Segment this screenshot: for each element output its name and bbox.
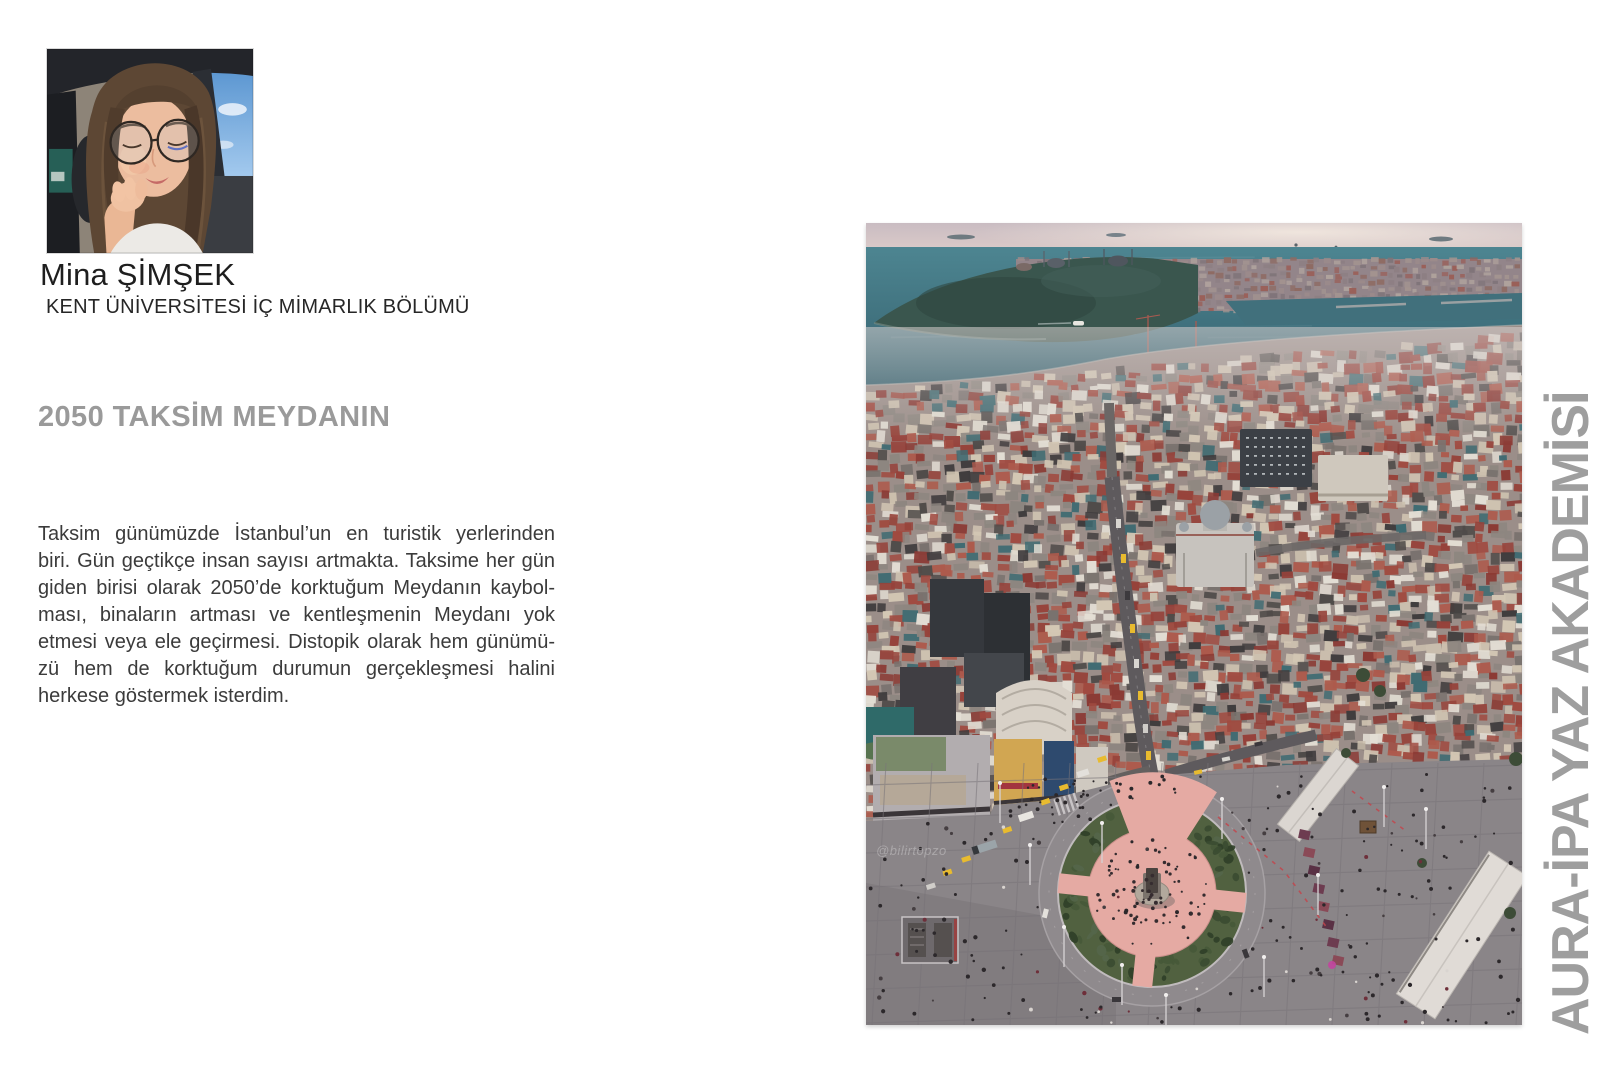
project-description	[38, 521, 555, 710]
photo-watermark: @bilirtopzo	[876, 843, 947, 858]
profile-department: KENT ÜNİVERSİTESİ İÇ MİMARLIK BÖLÜMÜ	[46, 296, 470, 318]
event-vertical-label: AURA-İPA YAZ AKADEMİSİ	[1542, 391, 1600, 1035]
taksim-square-aerial-photo	[866, 223, 1522, 1025]
profile-photo	[47, 49, 253, 253]
bio-line: Taksim günümüzde İstanbul’un en turistik yerlerinden	[38, 523, 555, 545]
bio-line: etmesi veya ele geçirmesi. Distopik olarak hem günümü-	[38, 631, 555, 653]
taksim-photo-illustration	[866, 223, 1522, 1025]
bio-line: zü hem de korktuğum durumun gerçekleşmesi halini	[38, 658, 555, 680]
profile-name: Mina ŞİMŞEK	[40, 257, 236, 292]
bio-line: ması, binaların artması ve kentleşmenin Meydanı yok	[38, 604, 555, 626]
project-title: 2050 TAKSİM MEYDANIN	[38, 401, 391, 433]
bio-line: giden birisi olarak 2050’de korktuğum Meydanın kaybol-	[38, 577, 555, 599]
profile-photo-illustration	[47, 49, 253, 253]
bio-line: biri. Gün geçtikçe insan sayısı artmakta. Taksime her gün	[38, 550, 555, 572]
bio-line: herkese göstermek isterdim.	[38, 685, 290, 707]
